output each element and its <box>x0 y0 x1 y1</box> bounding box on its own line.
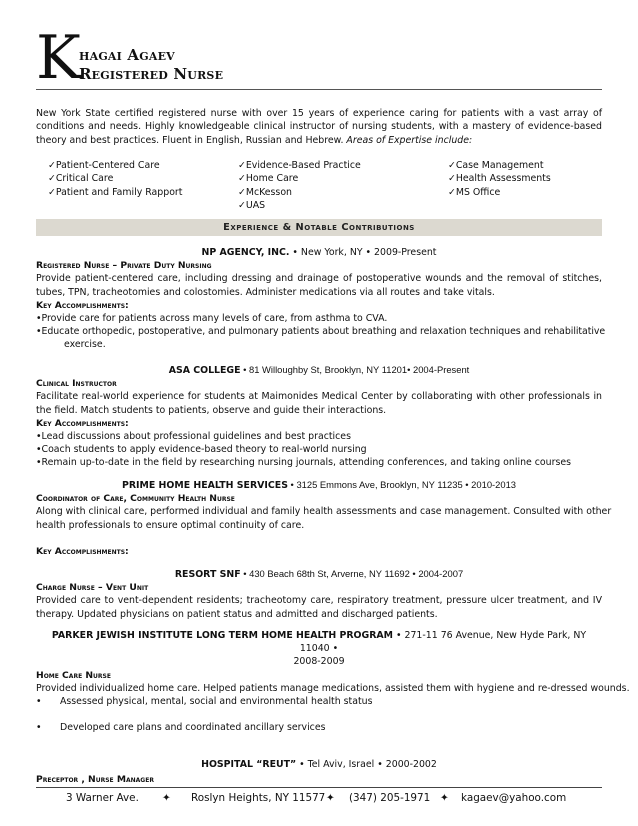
accomplishment-item: •Coach students to apply evidence-based theory to real-world nursing <box>36 444 367 456</box>
duty-item <box>36 721 602 734</box>
expertise-label: Areas of Expertise include: <box>346 134 473 146</box>
skill-item: ✓Evidence-Based Practice <box>238 160 361 171</box>
skills-column-3 <box>448 159 551 199</box>
job-np-agency <box>36 246 606 352</box>
candidate-title: Registered Nurse <box>79 65 224 83</box>
skills-column-1 <box>48 159 182 199</box>
duty-text: Developed care plans and coordinated ancillary services <box>60 722 326 734</box>
accomplishment-item: •Educate orthopedic, postoperative, and pulmonary patients about breathing and relaxation techniques and rehabilitative <box>36 326 606 338</box>
skill-item: ✓Health Assessments <box>448 173 551 185</box>
duty-text: Assessed physical, mental, social and environmental health status <box>60 696 373 708</box>
employer-name: HOSPITAL “REUT” <box>201 759 297 770</box>
job-header <box>36 567 602 581</box>
skill-item: ✓Critical Care <box>48 173 114 185</box>
job-resort-snf <box>36 567 602 621</box>
footer-address: 3 Warner Ave. <box>66 792 139 804</box>
employer-name: PARKER JEWISH INSTITUTE LONG TERM HOME HEALTH PROGRAM <box>51 630 394 641</box>
skill-item: ✓Patient and Family Rapport <box>48 186 183 198</box>
job-asa-college <box>36 363 602 470</box>
skill-item: ✓UAS <box>238 200 266 212</box>
employer-name: RESORT SNF <box>174 569 241 580</box>
job-description: Facilitate real-world experience for students at Maimonides Medical Center by collaborating with other professionals in the field. Match students to patients, observe and guide their interactions. <box>36 391 602 416</box>
summary-paragraph <box>36 107 602 147</box>
employer-name: ASA COLLEGE <box>168 365 241 376</box>
star-separator-icon: ✦ <box>326 792 335 804</box>
skills-column-2 <box>238 159 361 213</box>
employer-details: • New York, NY • 2009-Present <box>289 247 437 258</box>
section-heading: Experience & Notable Contributions <box>36 219 602 236</box>
employer-name: NP AGENCY, INC. <box>201 247 290 258</box>
job-prime-home-health <box>36 478 612 558</box>
accomplishments-label: Key Accomplishments: <box>36 545 129 557</box>
footer-divider <box>36 787 602 788</box>
footer-phone: (347) 205-1971 <box>349 792 431 804</box>
employer-details: • 430 Beach 68th St, Arverne, NY 11692 • 2004-2007 <box>240 568 464 579</box>
job-parker-jewish <box>36 629 630 734</box>
job-role: Preceptor , Nurse Manager <box>36 774 154 786</box>
accomplishment-item: •Provide care for patients across many levels of care, from asthma to CVA. <box>36 313 388 325</box>
job-role: Charge Nurse – Vent Unit <box>36 582 149 594</box>
accomplishments-label: Key Accomplishments: <box>36 417 129 429</box>
accomplishment-item-cont: exercise. <box>64 339 106 351</box>
name-initial: K <box>36 23 81 93</box>
job-description: Provide patient-centered care, including dressing and drainage of postoperative wounds and the removal of stitches, tubes, TPN, tracheotomies and colostomies. Administer medications via all routes and take vitals. <box>36 273 602 298</box>
bullet-glyph: • <box>36 722 42 734</box>
job-description: Provided care to vent-dependent residents; tracheotomy care, respiratory treatment, pressure ulcer treatment, and IV therapy. Updated physicians on patient status and admitted and discharged patients. <box>36 595 602 620</box>
skill-item: ✓McKesson <box>238 186 292 198</box>
candidate-name: hagai Agaev <box>79 46 175 64</box>
star-separator-icon: ✦ <box>440 792 449 804</box>
job-description: Provided individualized home care. Helped patients manage medications, assisted them with hygiene and re-dressed wounds. <box>36 682 630 694</box>
job-hospital-reut <box>36 758 602 786</box>
star-separator-icon: ✦ <box>162 792 171 804</box>
job-description-line: health professionals to ensure optimal continuity of care. <box>36 519 305 531</box>
summary-text: New York State certified registered nurse with over 15 years of experience caring for patients with a vast array of conditions and needs. Highly knowledgeable clinical instructor of nursing students, with a mastery of evidence-based theory and best practices. Fluent in English, Russian and Hebrew. <box>36 108 602 146</box>
header-divider <box>36 89 602 90</box>
footer-city: Roslyn Heights, NY 11577 <box>191 792 326 804</box>
accomplishments-label: Key Accomplishments: <box>36 299 129 311</box>
job-header <box>36 246 602 259</box>
skill-item: ✓Home Care <box>238 173 299 185</box>
job-role: Coordinator of Care, Community Health Nurse <box>36 493 235 505</box>
employer-details: • 3125 Emmons Ave, Brooklyn, NY 11235 • 2010-2013 <box>287 479 517 490</box>
skill-item: ✓Patient-Centered Care <box>48 160 160 171</box>
job-role: Home Care Nurse <box>36 669 111 681</box>
bullet-glyph: • <box>36 696 42 708</box>
job-dates: 2008-2009 <box>293 656 345 668</box>
job-header <box>36 478 602 492</box>
job-header <box>36 363 602 377</box>
job-header <box>36 758 602 771</box>
duty-item <box>36 695 602 708</box>
accomplishment-item: •Lead discussions about professional guidelines and best practices <box>36 431 351 443</box>
job-description-line: Along with clinical care, performed individual and family health assessments and case management. Consulted with other <box>36 506 612 518</box>
employer-details: • Tel Aviv, Israel • 2000-2002 <box>296 759 437 770</box>
job-role: Registered Nurse – Private Duty Nursing <box>36 260 212 272</box>
job-header <box>36 629 602 655</box>
skill-item: ✓MS Office <box>448 186 501 198</box>
employer-details: • 81 Willoughby St, Brooklyn, NY 11201• 2004-Present <box>240 364 470 375</box>
employer-name: PRIME HOME HEALTH SERVICES <box>121 480 288 491</box>
accomplishment-item: •Remain up-to-date in the field by researching nursing journals, attending conferences, and taking online courses <box>36 457 571 469</box>
job-role: Clinical Instructor <box>36 378 117 390</box>
skill-item: ✓Case Management <box>448 160 544 171</box>
footer-email[interactable]: kagaev@yahoo.com <box>461 792 567 804</box>
employer-details: • 271-11 76 Avenue, New Hyde Park, NY 11040 • <box>299 630 587 655</box>
